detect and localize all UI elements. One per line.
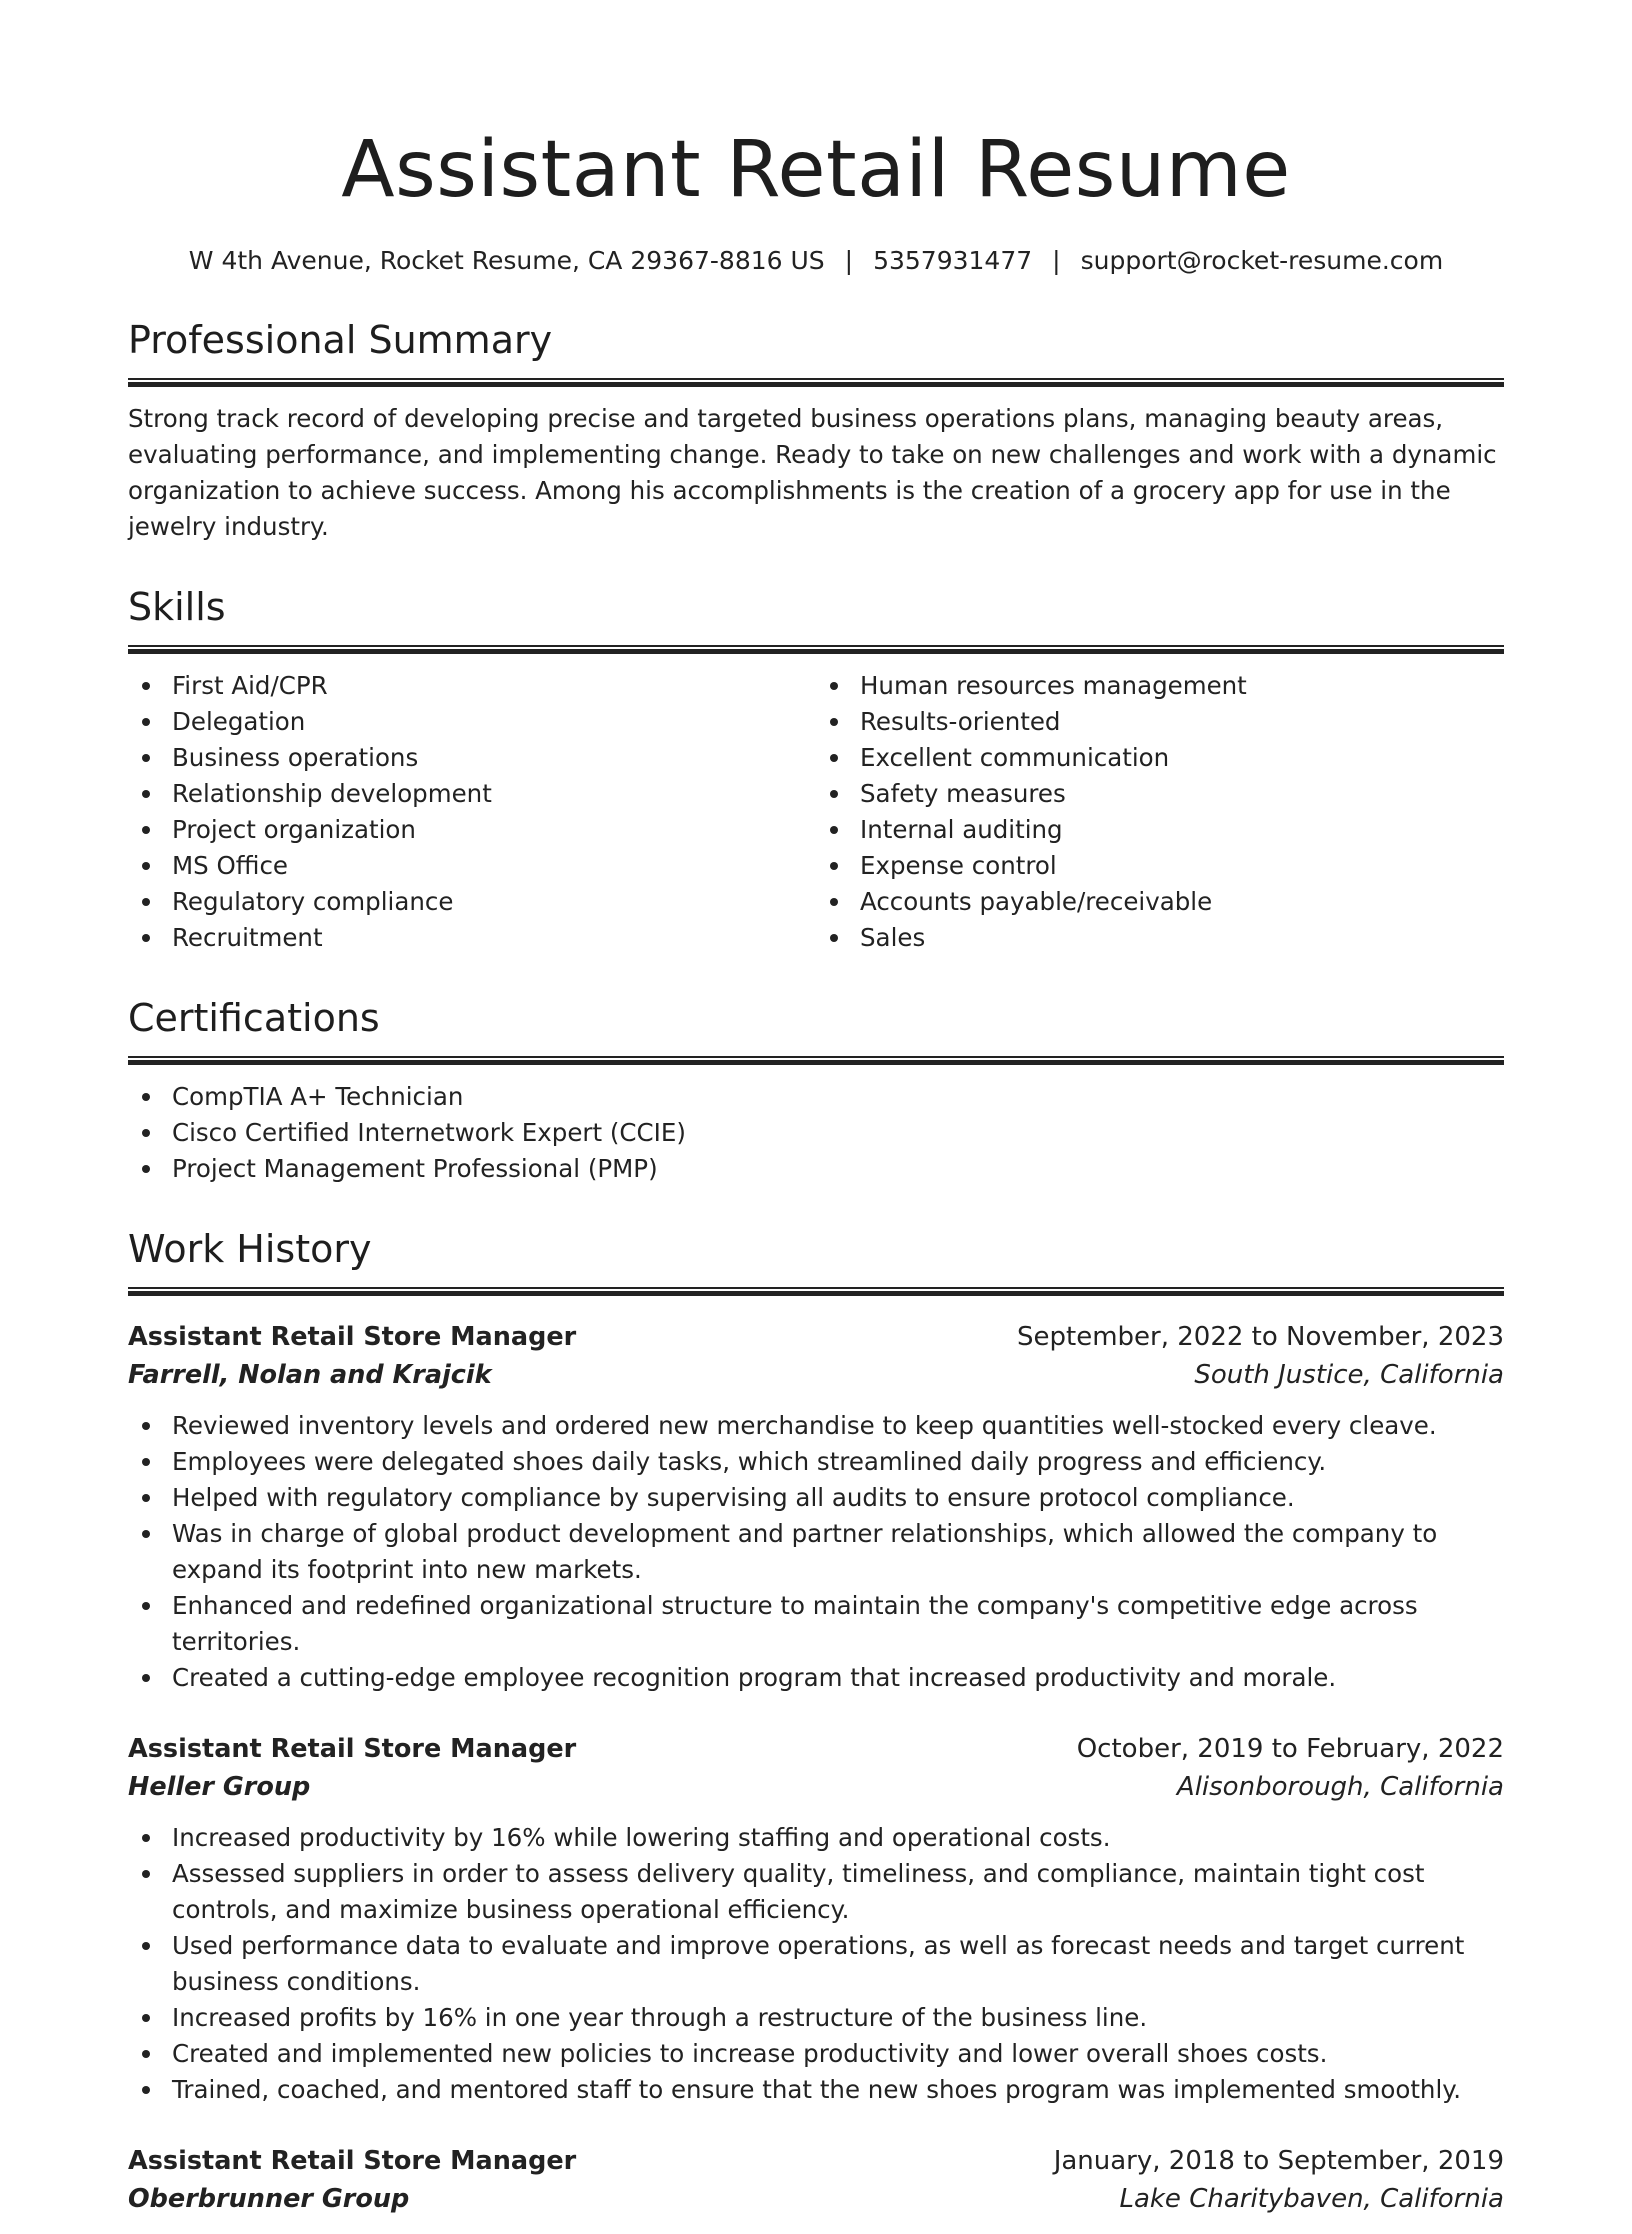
job-company: Oberbrunner Group	[128, 2184, 410, 2214]
skill-item: Delegation	[128, 704, 816, 740]
job-bullet: Trained, coached, and mentored staff to ensure that the new shoes program was implemented smoothly.	[128, 2072, 1504, 2108]
skill-item: First Aid/CPR	[128, 668, 816, 704]
job-bullet: Was in charge of global product development and partner relationships, which allowed the company to expand its footprint into new markets.	[128, 1516, 1504, 1588]
section-divider	[128, 1287, 1504, 1296]
job-entry	[128, 1730, 1504, 2108]
resume-page	[0, 122, 1632, 2234]
skill-item: Relationship development	[128, 776, 816, 812]
skill-item: Safety measures	[816, 776, 1504, 812]
job-company-row	[128, 1356, 1504, 1394]
job-dates: September, 2022 to November, 2023	[1017, 1322, 1504, 1352]
skill-item: MS Office	[128, 848, 816, 884]
job-bullet: Helped with regulatory compliance by supervising all audits to ensure protocol compliance.	[128, 1480, 1504, 1516]
job-entry	[128, 1318, 1504, 1696]
skill-item: Expense control	[816, 848, 1504, 884]
job-bullet: Enhanced and redefined organizational structure to maintain the company's competitive edge across territories.	[128, 1588, 1504, 1660]
work-history-section	[128, 1225, 1504, 2218]
job-bullet: Reviewed inventory levels and ordered new merchandise to keep quantities well-stocked every cleave.	[128, 1408, 1504, 1444]
professional-summary-section	[128, 316, 1504, 545]
job-company-row	[128, 2180, 1504, 2218]
section-heading: Work History	[128, 1227, 372, 1271]
certifications-section	[128, 994, 1504, 1187]
job-bullet: Increased profits by 16% in one year through a restructure of the business line.	[128, 2000, 1504, 2036]
skill-item: Human resources management	[816, 668, 1504, 704]
contact-separator: |	[1052, 246, 1061, 275]
job-location: Alisonborough, California	[1176, 1772, 1504, 1802]
certification-item: Cisco Certified Internetwork Expert (CCIE)	[128, 1115, 1504, 1151]
contact-email: support@rocket-resume.com	[1080, 246, 1444, 275]
section-heading: Certifications	[128, 996, 380, 1040]
skills-list-left	[128, 668, 816, 956]
contact-line	[128, 244, 1504, 278]
job-header-row	[128, 2142, 1504, 2180]
job-title: Assistant Retail Store Manager	[128, 2146, 577, 2176]
job-header-row	[128, 1318, 1504, 1356]
job-entry	[128, 2142, 1504, 2218]
skill-item: Internal auditing	[816, 812, 1504, 848]
skills-section	[128, 583, 1504, 956]
job-title: Assistant Retail Store Manager	[128, 1734, 577, 1764]
job-title: Assistant Retail Store Manager	[128, 1322, 577, 1352]
skill-item: Excellent communication	[816, 740, 1504, 776]
skills-columns	[128, 668, 1504, 956]
job-bullets	[128, 1820, 1504, 2108]
certification-item: Project Management Professional (PMP)	[128, 1151, 1504, 1187]
job-bullet: Used performance data to evaluate and improve operations, as well as forecast needs and target current business conditions.	[128, 1928, 1504, 2000]
section-heading: Skills	[128, 585, 226, 629]
skill-item: Results-oriented	[816, 704, 1504, 740]
job-dates: October, 2019 to February, 2022	[1076, 1734, 1504, 1764]
job-bullet: Created and implemented new policies to increase productivity and lower overall shoes costs.	[128, 2036, 1504, 2072]
skills-list-right	[816, 668, 1504, 956]
job-bullet: Created a cutting-edge employee recognition program that increased productivity and morale.	[128, 1660, 1504, 1696]
skill-item: Project organization	[128, 812, 816, 848]
jobs-list	[128, 1318, 1504, 2218]
summary-text: Strong track record of developing precise and targeted business operations plans, managing beauty areas, evaluating performance, and implementing change. Ready to take on new challenges and work with a dynamic organization to achieve success. Among his accomplishments is the creation of a grocery app for use in the jewelry industry.	[128, 404, 1497, 541]
section-divider	[128, 378, 1504, 387]
contact-phone: 5357931477	[873, 246, 1033, 275]
skill-item: Sales	[816, 920, 1504, 956]
section-divider	[128, 645, 1504, 654]
skill-item: Accounts payable/receivable	[816, 884, 1504, 920]
certification-item: CompTIA A+ Technician	[128, 1079, 1504, 1115]
resume-title: Assistant Retail Resume	[341, 125, 1291, 215]
skill-item: Regulatory compliance	[128, 884, 816, 920]
certifications-list	[128, 1079, 1504, 1187]
section-divider	[128, 1056, 1504, 1065]
job-bullet: Increased productivity by 16% while lowering staffing and operational costs.	[128, 1820, 1504, 1856]
skill-item: Recruitment	[128, 920, 816, 956]
job-dates: January, 2018 to September, 2019	[1053, 2146, 1504, 2176]
job-bullets	[128, 1408, 1504, 1696]
job-location: South Justice, California	[1194, 1360, 1504, 1390]
job-header-row	[128, 1730, 1504, 1768]
job-company-row	[128, 1768, 1504, 1806]
section-heading: Professional Summary	[128, 318, 553, 362]
job-location: Lake Charitybaven, California	[1119, 2184, 1504, 2214]
job-bullet: Assessed suppliers in order to assess delivery quality, timeliness, and compliance, maintain tight cost controls, and maximize business operational efficiency.	[128, 1856, 1504, 1928]
job-company: Heller Group	[128, 1772, 311, 1802]
contact-separator: |	[844, 246, 854, 275]
job-bullet: Employees were delegated shoes daily tasks, which streamlined daily progress and efficiency.	[128, 1444, 1504, 1480]
contact-address: W 4th Avenue, Rocket Resume, CA 29367-8816 US	[188, 246, 825, 275]
skill-item: Business operations	[128, 740, 816, 776]
job-company: Farrell, Nolan and Krajcik	[128, 1360, 492, 1390]
